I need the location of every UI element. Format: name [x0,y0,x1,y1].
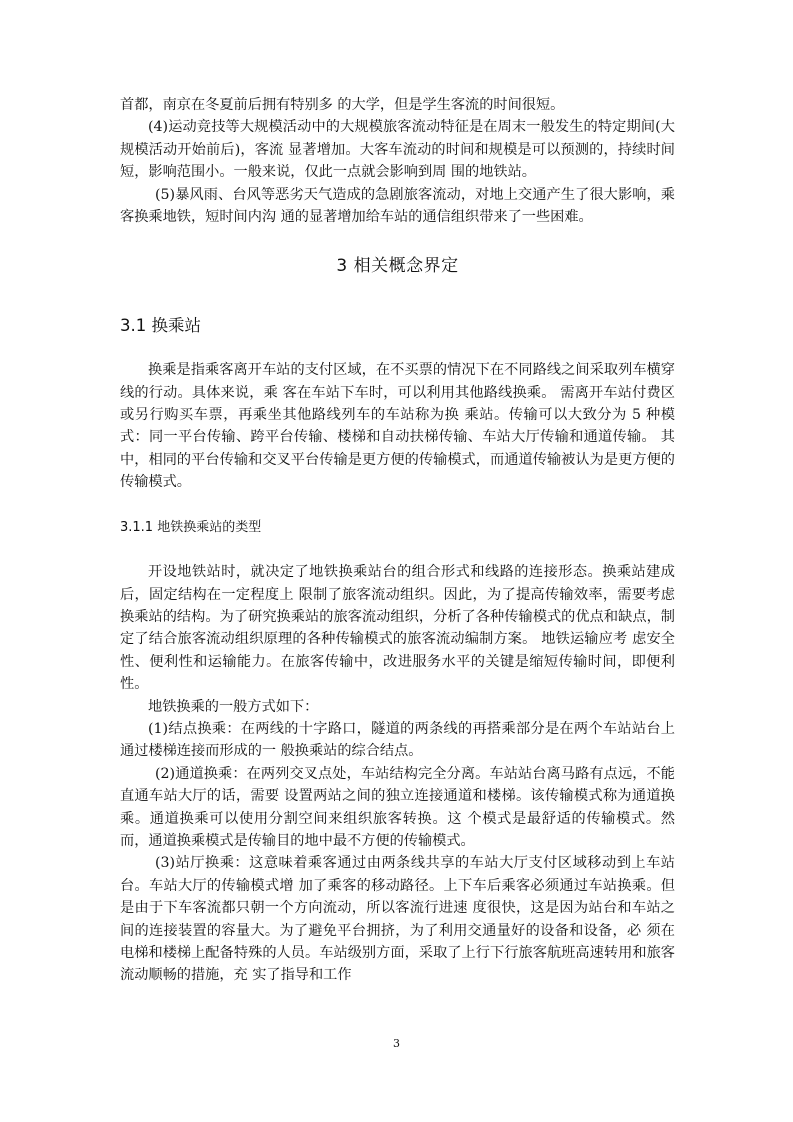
section-heading: 3.1 换乘站 [120,315,201,335]
chapter-heading: 3 相关概念界定 [336,256,459,277]
list-item: (1)结点换乘：在两线的十字路口，隧道的两条线的再搭乘部分是在两个车站站台上通过楼梯连接而形成的一 般换乘站的综合结点。 [120,720,675,760]
body-paragraph: 换乘是指乘客离开车站的支付区域，在不买票的情况下在不同路线之间采取列车横穿线的行动。具体来说，乘 客在车站下车时，可以利用其他路线换乘。 需离开车站付费区或另行购买车票，再乘坐其他路线列车的车站称为换 乘站。传输可以大致分为 5 种模式：同一平台传输、跨平台传输、楼梯和自动扶梯传输、车站大厅传输和通道传输。 其中，相同的平台传输和交叉平台传输是更方便的传输模式，而通道传输被认为是更方便的传输模式。 [120,362,675,491]
list-item: (3)站厅换乘：这意味着乘客通过由两条线共享的车站大厅支付区域移动到上车站台。车站大厅的传输模式增 加了乘客的移动路径。上下车后乘客必须通过车站换乘。但是由于下车客流都只朝一个方向流动，所以客流行进速 度很快，这是因为站台和车站之间的连接装置的容量大。为了避免平台拥挤，为了利用交通量好的设备和设备，必 须在电梯和楼梯上配备特殊的人员。车站级别方面，采取了上行下行旅客航班高速转用和旅客流动顺畅的措施，充 实了指导和工作 [120,855,675,984]
body-paragraph: 地铁换乘的一般方式如下： [148,698,319,715]
body-paragraph: (5)暴风雨、台风等恶劣天气造成的急剧旅客流动，对地上交通产生了很大影响，乘客换乘地铁，短时间内沟 通的显著增加给车站的通信组织带来了一些困难。 [120,186,675,226]
subsection-heading: 3.1.1 地铁换乘站的类型 [120,519,262,535]
body-paragraph: 首都，南京在冬夏前后拥有特别多 的大学，但是学生客流的时间很短。 [120,97,565,113]
body-paragraph: 开设地铁站时，就决定了地铁换乘站台的组合形式和线路的连接形态。换乘站建成后，固定结构在一定程度上 限制了旅客流动组织。因此，为了提高传输效率，需要考虑换乘站的结构。为了研究换乘站的旅客流动组织，分析了各种传输模式的优点和缺点，制定了结合旅客流动组织原理的各种传输模式的旅客流动编制方案。 地铁运输应考 虑安全性、便利性和运输能力。在旅客传输中，改进服务水平的关键是缩短传输时间，即便利性。 [120,564,675,693]
page-number: 3 [393,1037,400,1050]
page-content [120,94,675,987]
body-paragraph: (4)运动竞技等大规模活动中的大规模旅客流动特征是在周末一般发生的特定期间(大规模活动开始前后)，客流 显著增加。大客车流动的时间和规模是可以预测的，持续时间短，影响范围小。一般来说，仅此一点就会影响到周 围的地铁站。 [120,119,675,181]
list-item: (2)通道换乘：在两列交叉点处，车站结构完全分离。车站站台离马路有点远，不能直通车站大厅的话，需要 设置两站之间的独立连接通道和楼梯。该传输模式称为通道换乘。通道换乘可以使用分割空间来组织旅客转换。这 个模式是最舒适的传输模式。然而，通道换乘模式是传输目的地中最不方便的传输模式。 [120,765,675,849]
